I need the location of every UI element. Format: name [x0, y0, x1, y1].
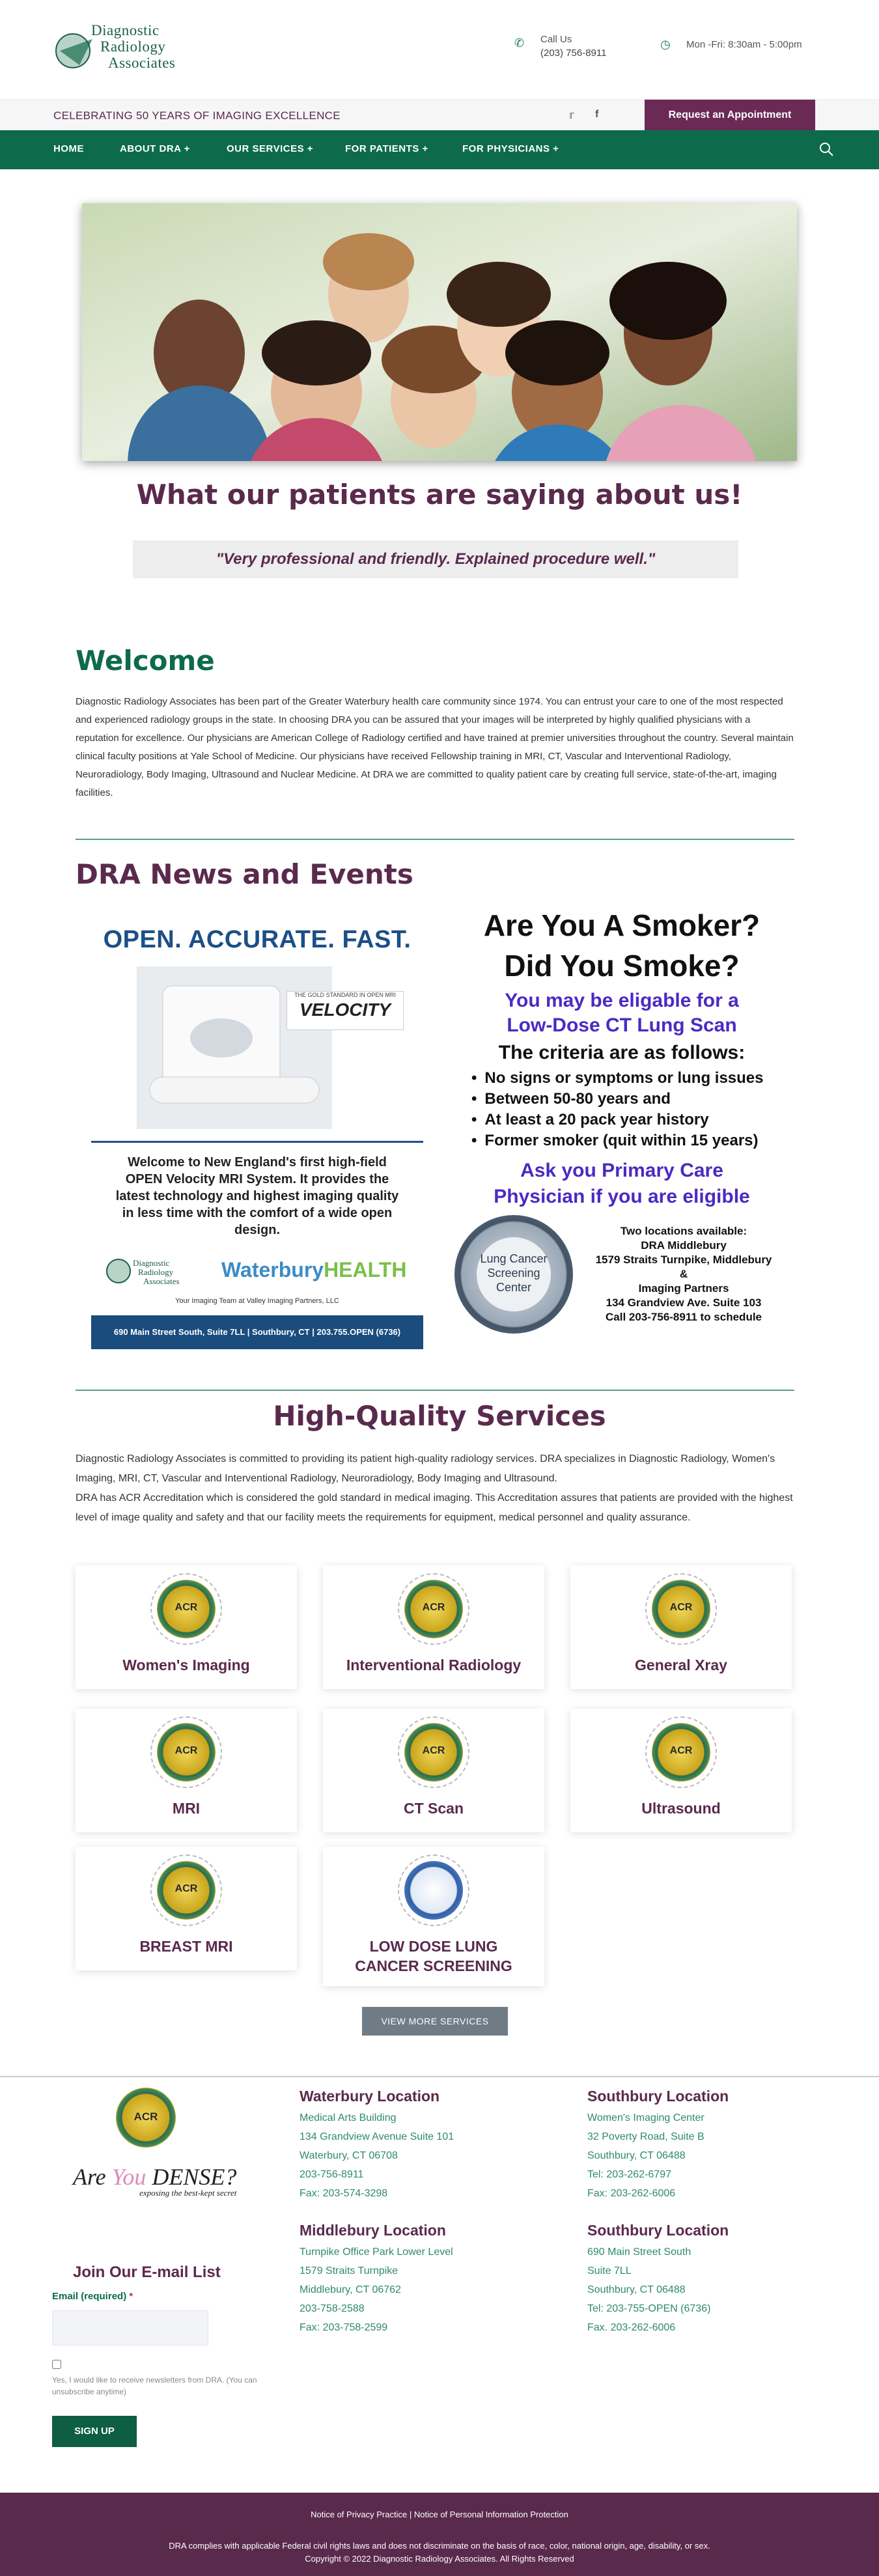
service-name: LOW DOSE LUNG CANCER SCREENING [355, 1938, 512, 1974]
privacy-practice-link[interactable]: Notice of Privacy Practice [311, 2510, 408, 2519]
service-name: BREAST MRI [139, 1938, 233, 1955]
service-card-ultrasound[interactable] [570, 1709, 792, 1832]
lung-screening-ad[interactable] [449, 905, 794, 1361]
are-you-dense-logo[interactable] [73, 2163, 236, 2198]
location-fax: Fax: 203-574-3298 [300, 2188, 388, 2199]
location-middlebury [300, 2220, 453, 2337]
logo-line-1: Diagnostic [91, 22, 160, 38]
svg-text:Associates: Associates [143, 1276, 180, 1286]
criteria-list [471, 1068, 764, 1151]
nav-patients[interactable]: FOR PATIENTS + [345, 143, 428, 154]
location-line: 690 Main Street South [587, 2247, 691, 2258]
location-phone[interactable]: 203-758-2588 [300, 2303, 365, 2314]
velocity-sub: THE GOLD STANDARD IN OPEN MRI [294, 992, 396, 998]
services-paragraph-2: DRA has ACR Accreditation which is considered the gold standard in medical imaging. This Accreditation assures that patients are provided with the highest level of image quality and safety and that our facility meets the requirements for equipment, medical personnel and quality assurance. [76, 1492, 793, 1523]
location-line: Suite 7LL [587, 2265, 632, 2276]
services-heading: High-Quality Services [273, 1400, 606, 1432]
location-name: Waterbury Location [300, 2088, 440, 2105]
required-mark: * [129, 2291, 133, 2302]
search-icon[interactable] [818, 141, 835, 158]
phone-number[interactable]: (203) 756-8911 [540, 48, 607, 59]
acr-badge-icon [645, 1716, 717, 1788]
mri-ad[interactable] [85, 913, 430, 1356]
location-name: Southbury Location [587, 2222, 729, 2239]
health-word: HEALTH [324, 1258, 407, 1281]
velocity-logo [286, 991, 404, 1030]
dense-tagline: exposing the best-kept secret [139, 2188, 237, 2198]
location-phone[interactable]: Tel: 203-262-6797 [587, 2169, 671, 2180]
acr-badge-text: ACR [174, 1883, 198, 1894]
welcome-heading: Welcome [76, 645, 215, 677]
sign-up-button[interactable]: SIGN UP [52, 2416, 137, 2447]
ask-physician-text: Ask you Primary Care Physician if you are eligible [494, 1160, 750, 1207]
svg-text:Radiology: Radiology [138, 1267, 174, 1277]
acr-badge-icon [150, 1855, 222, 1926]
svg-text:Diagnostic: Diagnostic [133, 1258, 170, 1268]
email-label [52, 2291, 133, 2302]
criteria-item: • Former smoker (quit within 15 years) [471, 1130, 764, 1151]
twitter-icon[interactable]: 𝕣 [569, 110, 574, 121]
dense-you: You [111, 2164, 146, 2190]
location-southbury-womens [587, 2086, 729, 2203]
hero-image [82, 203, 797, 461]
acr-badge-text: ACR [422, 1602, 445, 1613]
divider [76, 1390, 794, 1391]
velocity-word: VELOCITY [299, 1000, 391, 1020]
acr-seal-icon [116, 2088, 176, 2148]
divider [76, 839, 794, 840]
location-line: 32 Poverty Road, Suite B [587, 2131, 705, 2142]
nav-services[interactable]: OUR SERVICES + [227, 143, 314, 154]
location-line: Waterbury, CT 06708 [300, 2150, 398, 2161]
legal-links [0, 2510, 879, 2519]
location-southbury-main [587, 2220, 729, 2337]
location-line: Medical Arts Building [300, 2112, 397, 2123]
service-name: Women's Imaging [122, 1657, 250, 1673]
criteria-item: • At least a 20 pack year history [471, 1110, 764, 1130]
announcement-strip [0, 99, 879, 130]
logo-line-3: Associates [108, 55, 176, 71]
tagline: CELEBRATING 50 YEARS OF IMAGING EXCELLENCE [53, 109, 341, 122]
criteria-item: • No signs or symptoms or lung issues [471, 1068, 764, 1089]
eligible-text: You may be eligable for a Low-Dose CT Lung Scan [505, 990, 739, 1036]
acr-seal-text: ACR [133, 2110, 158, 2123]
service-card-mri[interactable] [76, 1709, 297, 1832]
header [0, 0, 879, 99]
hours-block [660, 38, 802, 51]
location-phone[interactable]: Tel: 203-755-OPEN (6736) [587, 2303, 711, 2314]
service-card-breast-mri[interactable] [76, 1847, 297, 1970]
nav-about[interactable]: ABOUT DRA + [120, 143, 190, 154]
dra-small-logo-icon [104, 1252, 208, 1291]
dense-word: DENSE? [152, 2164, 237, 2190]
facebook-icon[interactable]: f [595, 109, 599, 120]
service-name: General Xray [635, 1657, 727, 1673]
imaging-team: Your Imaging Team at Valley Imaging Partners, LLC [175, 1297, 339, 1305]
location-waterbury [300, 2086, 454, 2203]
testimonials-heading: What our patients are saying about us! [136, 479, 743, 511]
email-list-heading: Join Our E-mail List [73, 2263, 221, 2281]
acr-badge-icon [645, 1573, 717, 1645]
location-line: 134 Grandview Avenue Suite 101 [300, 2131, 454, 2142]
logo[interactable] [53, 20, 216, 76]
service-card-womens-imaging[interactable] [76, 1565, 297, 1689]
main-nav [0, 130, 879, 169]
phone-icon: ✆ [514, 36, 525, 49]
copyright: Copyright © 2022 Diagnostic Radiology Associates. All Rights Reserved [305, 2554, 574, 2564]
service-name: Interventional Radiology [346, 1657, 522, 1673]
location-name: Southbury Location [587, 2088, 729, 2105]
criteria-heading: The criteria are as follows: [498, 1042, 746, 1063]
acr-badge-text: ACR [669, 1602, 693, 1613]
ad-divider [91, 1141, 423, 1143]
request-appointment-button[interactable]: Request an Appointment [645, 100, 815, 131]
service-card-interventional[interactable] [323, 1565, 544, 1689]
newsletter-checkbox[interactable] [52, 2360, 61, 2369]
location-line: Southbury, CT 06488 [587, 2284, 686, 2295]
location-fax: Fax: 203-262-6006 [587, 2188, 676, 2199]
ad-locations: Two locations available: DRA Middlebury 1579 Straits Turnpike, Middlebury & Imaging Partners 134 Grandview Ave. Suite 103 Call 203-756-8911 to schedule [595, 1225, 772, 1323]
waterbury-word: Waterbury [221, 1258, 324, 1281]
services-text [76, 1449, 797, 1528]
mri-ad-body: Welcome to New England's first high-field OPEN Velocity MRI System. It provides the latest technology and highest imaging quality in less time with the comfort of a wide open design. [115, 1155, 399, 1237]
lung-screening-seal [454, 1215, 573, 1334]
footer [0, 2076, 879, 2493]
newsletter-note: Yes, I would like to receive newsletters from DRA. (You can unsubscribe anytime) [52, 2375, 257, 2396]
children-photo [82, 203, 797, 461]
lung-screening-badge-icon [398, 1855, 469, 1926]
smoker-headline: Are You A Smoker? Did You Smoke? [483, 908, 760, 983]
location-phone[interactable]: 203-756-8911 [300, 2169, 364, 2180]
location-line: Turnpike Office Park Lower Level [300, 2247, 453, 2258]
testimonial-quote: "Very professional and friendly. Explained procedure well." [133, 540, 738, 578]
service-name: CT Scan [403, 1800, 464, 1817]
news-heading: DRA News and Events [76, 858, 413, 890]
location-name: Middlebury Location [300, 2222, 446, 2239]
service-card-lung-screening[interactable] [323, 1847, 544, 1986]
service-name: MRI [172, 1800, 201, 1817]
bottom-bar [0, 2493, 879, 2576]
civil-rights-notice: DRA complies with applicable Federal civil rights laws and does not discriminate on the basis of race, color, national origin, age, disability, or sex. [169, 2541, 710, 2551]
location-fax: Fax: 203-758-2599 [300, 2322, 388, 2333]
criteria-item: • Between 50-80 years and [471, 1089, 764, 1110]
acr-badge-icon [398, 1573, 469, 1645]
dense-are: Are [73, 2164, 106, 2190]
logo-line-2: Radiology [100, 38, 166, 55]
welcome-text: Diagnostic Radiology Associates has been part of the Greater Waterbury health care community since 1974. You can entrust your care to one of the most respected and experienced radiology groups in the state. In choosing DRA you can be assured that your images will be interpreted by highly qualified physicians with a reputation for excellence. Our physicians are American College of Radiology certified and have trained at premier universities throughout the country. Several maintain clinical faculty positions at Yale School of Medicine. Our physicians have received Fellowship training in MRI, CT, Vascular and Interventional Radiology, Neuroradiology, Body Imaging, Ultrasound and Nuclear Medicine. At DRA we are committed to quality patient care by creating full service, state-of-the-art, imaging facilities. [76, 696, 794, 798]
acr-badge-icon [398, 1716, 469, 1788]
email-label-text: Email (required) [52, 2291, 127, 2302]
waterbury-health-logo [221, 1258, 406, 1282]
service-name: Ultrasound [641, 1800, 721, 1817]
view-more-services-button[interactable]: VIEW MORE SERVICES [362, 2007, 508, 2036]
link-separator: | [409, 2510, 412, 2519]
clock-icon: ◷ [660, 38, 671, 51]
acr-badge-text: ACR [669, 1745, 693, 1756]
mri-ad-footer: 690 Main Street South, Suite 7LL | Southbury, CT | 203.755.OPEN (6736) [91, 1315, 423, 1349]
mri-ad-headline: OPEN. ACCURATE. FAST. [103, 926, 412, 953]
location-line: Southbury, CT 06488 [587, 2150, 686, 2161]
location-line: Women's Imaging Center [587, 2112, 705, 2123]
personal-info-link[interactable]: Notice of Personal Information Protection [413, 2510, 568, 2519]
acr-badge-text: ACR [174, 1745, 198, 1756]
acr-badge-text: ACR [422, 1745, 445, 1756]
acr-badge-icon [150, 1573, 222, 1645]
service-card-general-xray[interactable] [570, 1565, 792, 1689]
nav-home[interactable]: HOME [53, 143, 84, 154]
hours-text: Mon -Fri: 8:30am - 5:00pm [686, 39, 802, 50]
seal-text: Lung Cancer Screening Center [477, 1237, 551, 1311]
call-label: Call Us [540, 34, 572, 45]
nav-physicians[interactable]: FOR PHYSICIANS + [462, 143, 559, 154]
location-line: Middlebury, CT 06762 [300, 2284, 401, 2295]
location-line: 1579 Straits Turnpike [300, 2265, 398, 2276]
services-paragraph-1: Diagnostic Radiology Associates is committed to providing its patient high-quality radiology services. DRA specializes in Diagnostic Radiology, Women's Imaging, MRI, CT, Vascular and Interventional Radiology, Neuroradiology, Body Imaging and Ultrasound. [76, 1453, 775, 1484]
email-input[interactable] [52, 2310, 208, 2345]
acr-badge-text: ACR [174, 1602, 198, 1613]
acr-badge-icon [150, 1716, 222, 1788]
location-fax: Fax. 203-262-6006 [587, 2322, 676, 2333]
call-block[interactable] [514, 34, 607, 59]
service-card-ct-scan[interactable] [323, 1709, 544, 1832]
